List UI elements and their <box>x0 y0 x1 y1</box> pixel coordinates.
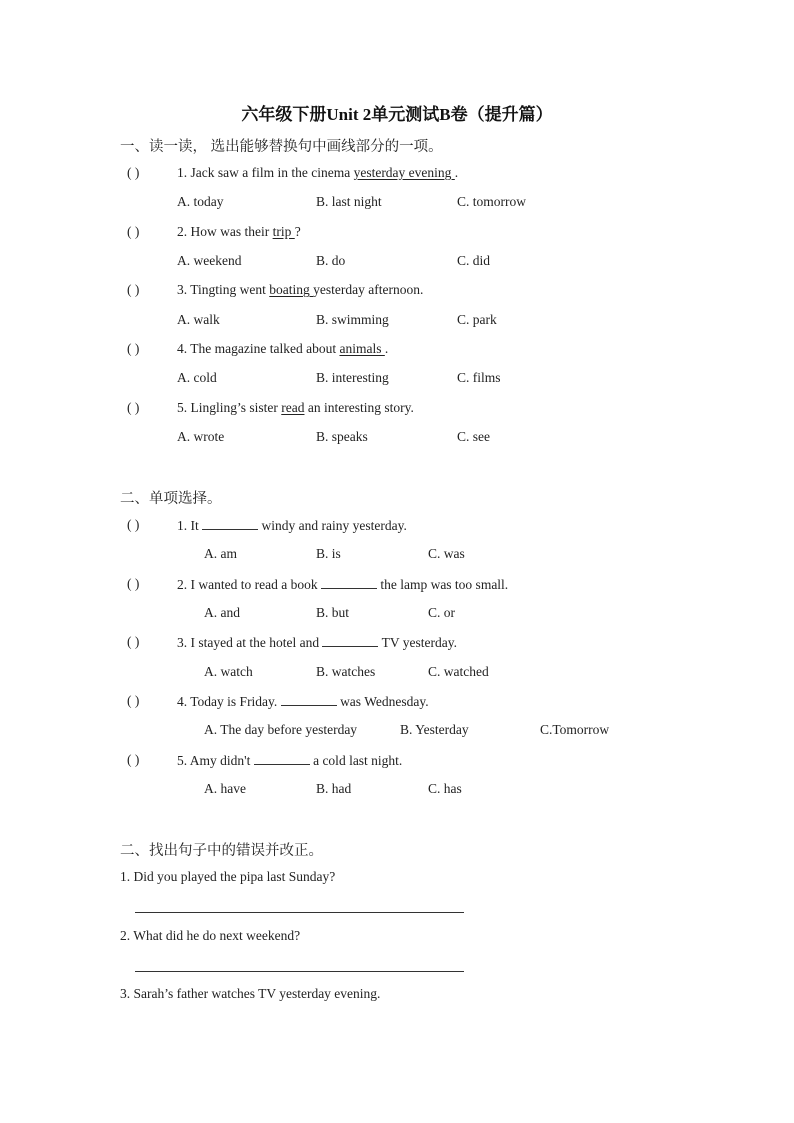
error-sentence-2: 2. What did he do next weekend? <box>120 928 301 943</box>
answer-bracket[interactable]: ( ) <box>127 752 140 767</box>
question-text-end: was Wednesday. <box>336 694 429 709</box>
question-1-1 <box>177 165 458 181</box>
answer-bracket[interactable]: ( ) <box>127 165 140 180</box>
fill-blank[interactable] <box>254 752 310 765</box>
question-2-4 <box>177 693 429 710</box>
option-c: C. films <box>457 370 501 385</box>
option-a: A. have <box>204 781 246 796</box>
question-text: 4. Today is Friday. <box>177 694 281 709</box>
option-b: B. swimming <box>316 312 389 327</box>
option-c: C. has <box>428 781 462 796</box>
answer-bracket[interactable]: ( ) <box>127 400 140 415</box>
option-b: B. but <box>316 605 350 620</box>
question-1-3 <box>177 282 423 298</box>
question-text: 5. Lingling’s sister <box>177 400 282 415</box>
answer-bracket[interactable]: ( ) <box>127 693 140 708</box>
option-b: B. last night <box>316 194 382 209</box>
option-c: C.Tomorrow <box>540 722 610 737</box>
underlined-phrase: read <box>281 400 305 415</box>
question-text-end: the lamp was too small. <box>376 577 509 592</box>
option-b: B. do <box>316 253 346 268</box>
question-text-end: ? <box>294 224 301 239</box>
fill-blank[interactable] <box>202 517 258 530</box>
option-a: A. walk <box>177 312 220 327</box>
question-2-1 <box>177 517 407 534</box>
question-text-end: a cold last night. <box>309 753 403 768</box>
option-a: A. weekend <box>177 253 242 268</box>
answer-bracket[interactable]: ( ) <box>127 517 140 532</box>
question-1-4 <box>177 341 388 357</box>
answer-bracket[interactable]: ( ) <box>127 282 140 297</box>
question-2-3 <box>177 634 457 651</box>
option-b: B. watches <box>316 664 376 679</box>
question-text-end: an interesting story. <box>304 400 414 415</box>
question-text-end: TV yesterday. <box>378 635 457 650</box>
question-text: 2. How was their <box>177 224 273 239</box>
question-text: 5. Amy didn't <box>177 753 254 768</box>
question-text: 3. I stayed at the hotel and <box>177 635 323 650</box>
question-1-5 <box>177 400 414 416</box>
question-text-end: yesterday afternoon. <box>313 282 424 297</box>
option-b: B. Yesterday <box>400 722 469 737</box>
option-c: C. or <box>428 605 455 620</box>
option-c: C. see <box>457 429 490 444</box>
page-title: 六年级下册Unit 2单元测试B卷（提升篇） <box>241 105 553 124</box>
answer-bracket[interactable]: ( ) <box>127 634 140 649</box>
question-text: 4. The magazine talked about <box>177 341 340 356</box>
option-b: B. speaks <box>316 429 368 444</box>
question-1-2 <box>177 224 301 240</box>
underlined-phrase: trip <box>272 224 295 239</box>
option-c: C. park <box>457 312 497 327</box>
section-1-heading: 一、读一读， 选出能够替换句中画线部分的一项。 <box>120 139 443 155</box>
fill-blank[interactable] <box>281 693 337 706</box>
fill-blank[interactable] <box>321 576 377 589</box>
underlined-phrase: yesterday evening <box>353 165 455 180</box>
question-text: 1. Jack saw a film in the cinema <box>177 165 354 180</box>
option-a: A. am <box>204 546 237 561</box>
underlined-phrase: boating <box>269 282 314 297</box>
option-b: B. is <box>316 546 341 561</box>
option-a: A. and <box>204 605 240 620</box>
error-sentence-1: 1. Did you played the pipa last Sunday? <box>120 869 336 884</box>
answer-line[interactable] <box>135 971 464 972</box>
option-b: B. interesting <box>316 370 389 385</box>
answer-bracket[interactable]: ( ) <box>127 576 140 591</box>
option-c: C. was <box>428 546 465 561</box>
answer-bracket[interactable]: ( ) <box>127 224 140 239</box>
question-text-end: . <box>454 165 459 180</box>
option-a: A. today <box>177 194 224 209</box>
underlined-phrase: animals <box>339 341 385 356</box>
option-c: C. watched <box>428 664 489 679</box>
question-text: 3. Tingting went <box>177 282 270 297</box>
option-c: C. tomorrow <box>457 194 526 209</box>
question-2-5 <box>177 752 402 769</box>
option-b: B. had <box>316 781 352 796</box>
question-text: 1. It <box>177 518 203 533</box>
question-2-2 <box>177 576 508 593</box>
error-sentence-3: 3. Sarah’s father watches TV yesterday evening. <box>120 986 381 1001</box>
section-2-heading: 二、单项选择。 <box>120 491 222 507</box>
question-text-end: . <box>384 341 389 356</box>
option-a: A. cold <box>177 370 217 385</box>
answer-bracket[interactable]: ( ) <box>127 341 140 356</box>
question-text-end: windy and rainy yesterday. <box>258 518 407 533</box>
question-text: 2. I wanted to read a book <box>177 577 321 592</box>
option-c: C. did <box>457 253 491 268</box>
option-a: A. The day before yesterday <box>204 722 358 737</box>
section-3-heading: 二、找出句子中的错误并改正。 <box>120 843 323 859</box>
option-a: A. wrote <box>177 429 225 444</box>
answer-line[interactable] <box>135 912 464 913</box>
option-a: A. watch <box>204 664 253 679</box>
fill-blank[interactable] <box>322 634 378 647</box>
